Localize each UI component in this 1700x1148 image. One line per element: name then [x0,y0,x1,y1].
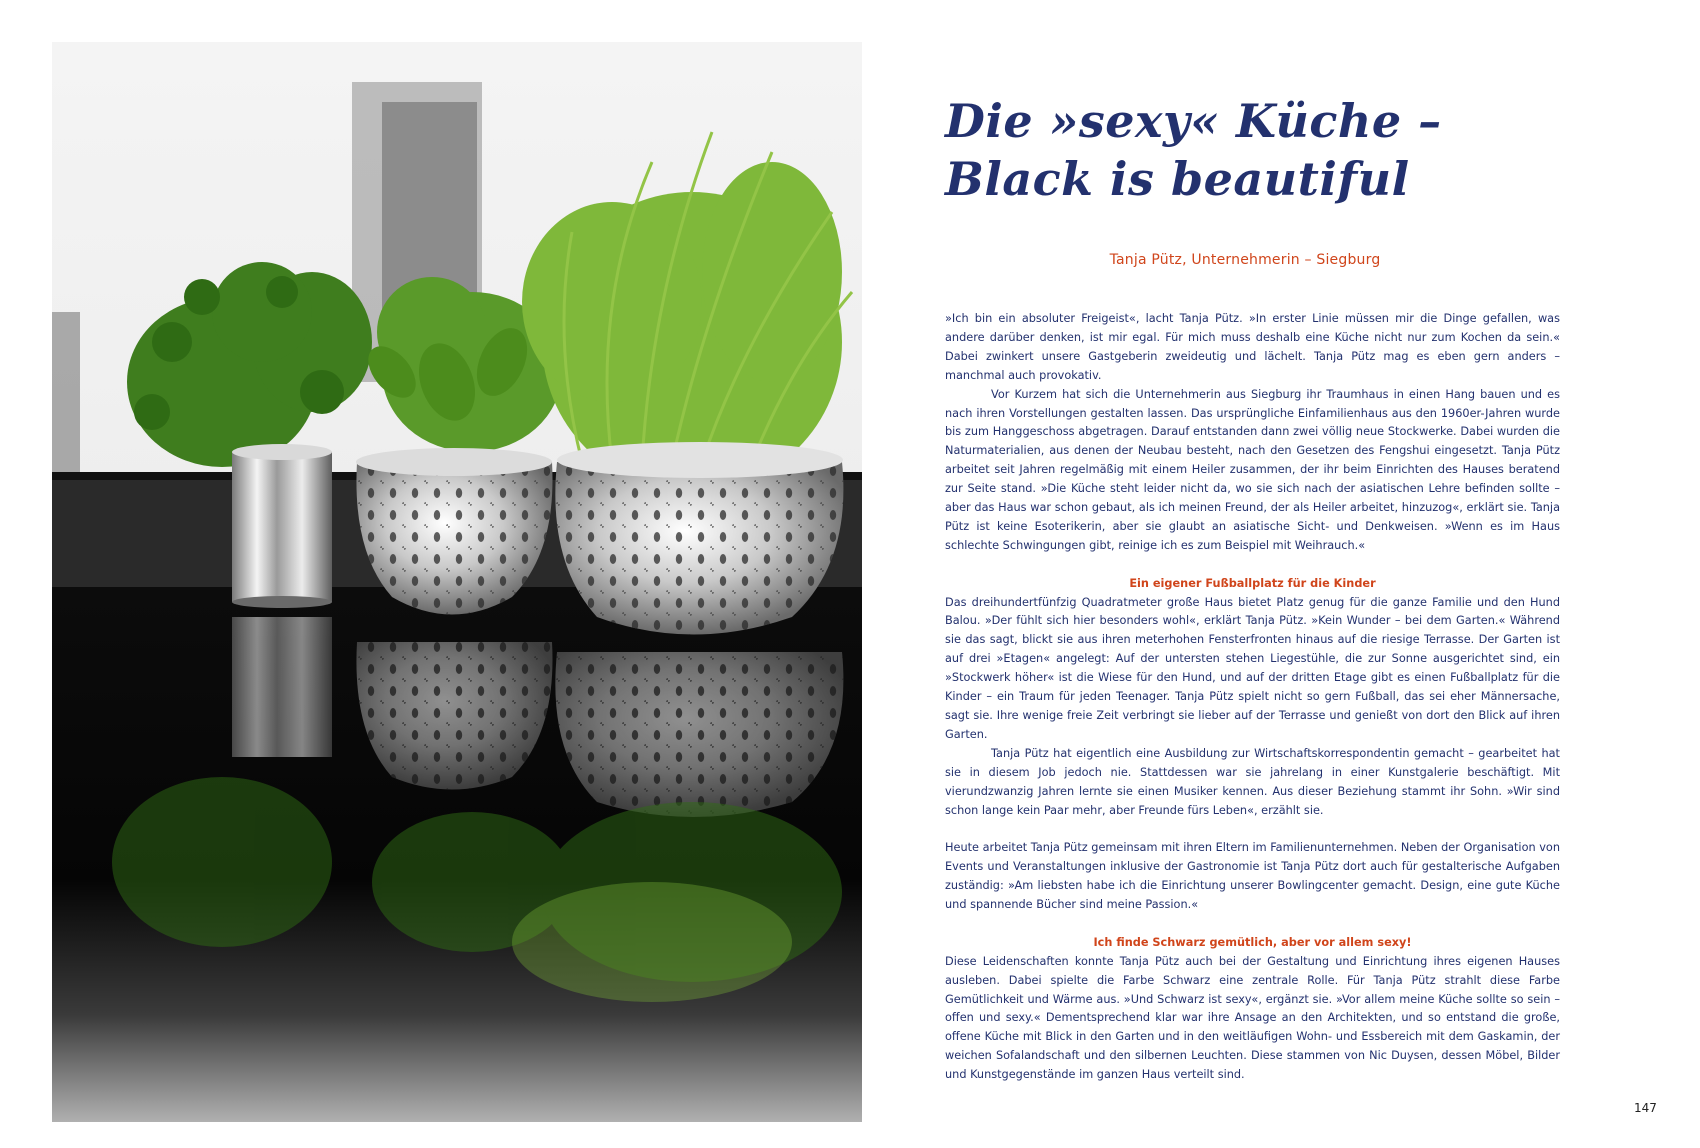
herbs-photo-illustration [52,42,862,1122]
paragraph: Vor Kurzem hat sich die Unternehmerin aus Siegburg ihr Traumhaus in einen Hang bauen und es nach ihren Vorstellungen gestalten lassen. Das ursprüngliche Einfamilienhaus aus den 1960er-Jahren wurde bis zum Hanggeschoss abgetragen. Darauf entstanden dann zwei völlig neue Stockwerke. Dabei wurden die Naturmaterialien, aus denen der Neubau besteht, nach den Gesetzen des Fengshui eingesetzt. Tanja Pütz arbeitet seit Jahren regelmäßig mit einem Heiler zusammen, der ihr beim Einrichten des Hauses beratend zur Seite stand. »Die Küche steht leider nicht da, wo sie sich nach der asiatischen Lehre befinden sollte – aber das Haus war schon gebaut, als ich meinen Freund, der als Heiler arbeitet, hinzuzog«, erklärt sie. Tanja Pütz ist keine Esoterikerin, aber sie glaubt an asiatische Sicht- und Denkweisen. »Wenn es im Haus schlechte Schwingungen gibt, reinige ich es zum Beispiel mit Weihrauch.« [945,387,1560,552]
herbs-photo [52,42,862,1122]
subheading: Ein eigener Fußballplatz für die Kinder [1129,576,1376,590]
subheading: Ich finde Schwarz gemütlich, aber vor allem sexy! [1093,935,1412,949]
article-byline: Tanja Pütz, Unternehmerin – Siegburg [1109,252,1381,268]
paragraph: Das dreihundertfünfzig Quadratmeter große Haus bietet Platz genug für die ganze Familie und den Hund Balou. »Der fühlt sich hier besonders wohl«, erklärt Tanja Pütz. »Kein Wunder – bei dem Garten.« Während sie das sagt, blickt sie aus ihren meterhohen Fensterfronten hinaus auf die riesige Terrasse. Der Garten ist auf drei »Etagen« angelegt: Auf der untersten stehen Liegestühle, die zur Sonne ausgerichtet sind, ein »Stockwerk höher« ist die Wiese für den Hund, und auf der dritten Etage gibt es einen Fußballplatz für die Kinder – ein Traum für jeden Teenager. Tanja Pütz spielt nicht so gern Fußball, das sei eher Männersache, sagt sie. Ihre wenige freie Zeit verbringt sie lieber auf der Terrasse und genießt von dort den Blick auf ihren Garten. [945,595,1560,741]
article-title-line-1: Die »sexy« Küche – [945,94,1442,148]
article-title-line-2: Black is beautiful [945,152,1410,206]
article-title [945,92,1645,208]
silver-cup-icon [232,444,332,608]
paragraph: Tanja Pütz hat eigentlich eine Ausbildung zur Wirtschaftskorrespondentin gemacht – gearbeitet hat sie in diesem Job jedoch nie. Stattdessen war sie jahrelang in einer Kunstgalerie beschäftigt. Mit vierundzwanzig Jahren lernte sie einen Musiker kennen. Aus dieser Beziehung stammt ihr Sohn. »Wir sind schon lange kein Paar mehr, aber Freunde fürs Leben«, erzählt sie. [945,746,1560,817]
paragraph: »Ich bin ein absoluter Freigeist«, lacht Tanja Pütz. »In erster Linie müssen mir die Dinge gefallen, was andere darüber denken, ist mir egal. Für mich muss deshalb eine Küche nicht nur zum Kochen da sein.« Dabei zwinkert unsere Gastgeberin zweideutig und lächelt. Tanja Pütz mag es eben gern anders – manchmal auch provokativ. [945,312,1560,382]
page-number: 147 [1634,1101,1657,1115]
article-body [945,310,1560,1085]
paragraph: Heute arbeitet Tanja Pütz gemeinsam mit ihren Eltern im Familienunternehmen. Neben der Organisation von Events und Veranstaltungen inklusive der Gastronomie ist Tanja Pütz dort auch für gestalterische Aufgaben zuständig: »Am liebsten habe ich die Einrichtung unserer Bowlingcenter gemacht. Design, eine gute Küche und spannende Bücher sind meine Passion.« [945,841,1560,912]
paragraph: Diese Leidenschaften konnte Tanja Pütz auch bei der Gestaltung und Einrichtung ihres eigenen Hauses ausleben. Dabei spielte die Farbe Schwarz eine zentrale Rolle. Für Tanja Pütz strahlt diese Farbe Gemütlichkeit und Wärme aus. »Und Schwarz ist sexy«, ergänzt sie. »Vor allem meine Küche sollte so sein – offen und sexy.« Dementsprechend klar war ihre Ansage an den Architekten, und so entstand die große, offene Küche mit Blick in den Garten und in den weitläufigen Wohn- und Essbereich mit dem Gaskamin, der weichen Sofalandschaft und den silbernen Leuchten. Diese stammen von Nic Duysen, dessen Möbel, Bilder und Kunstgegenstände im ganzen Haus verteilt sind. [945,954,1560,1082]
